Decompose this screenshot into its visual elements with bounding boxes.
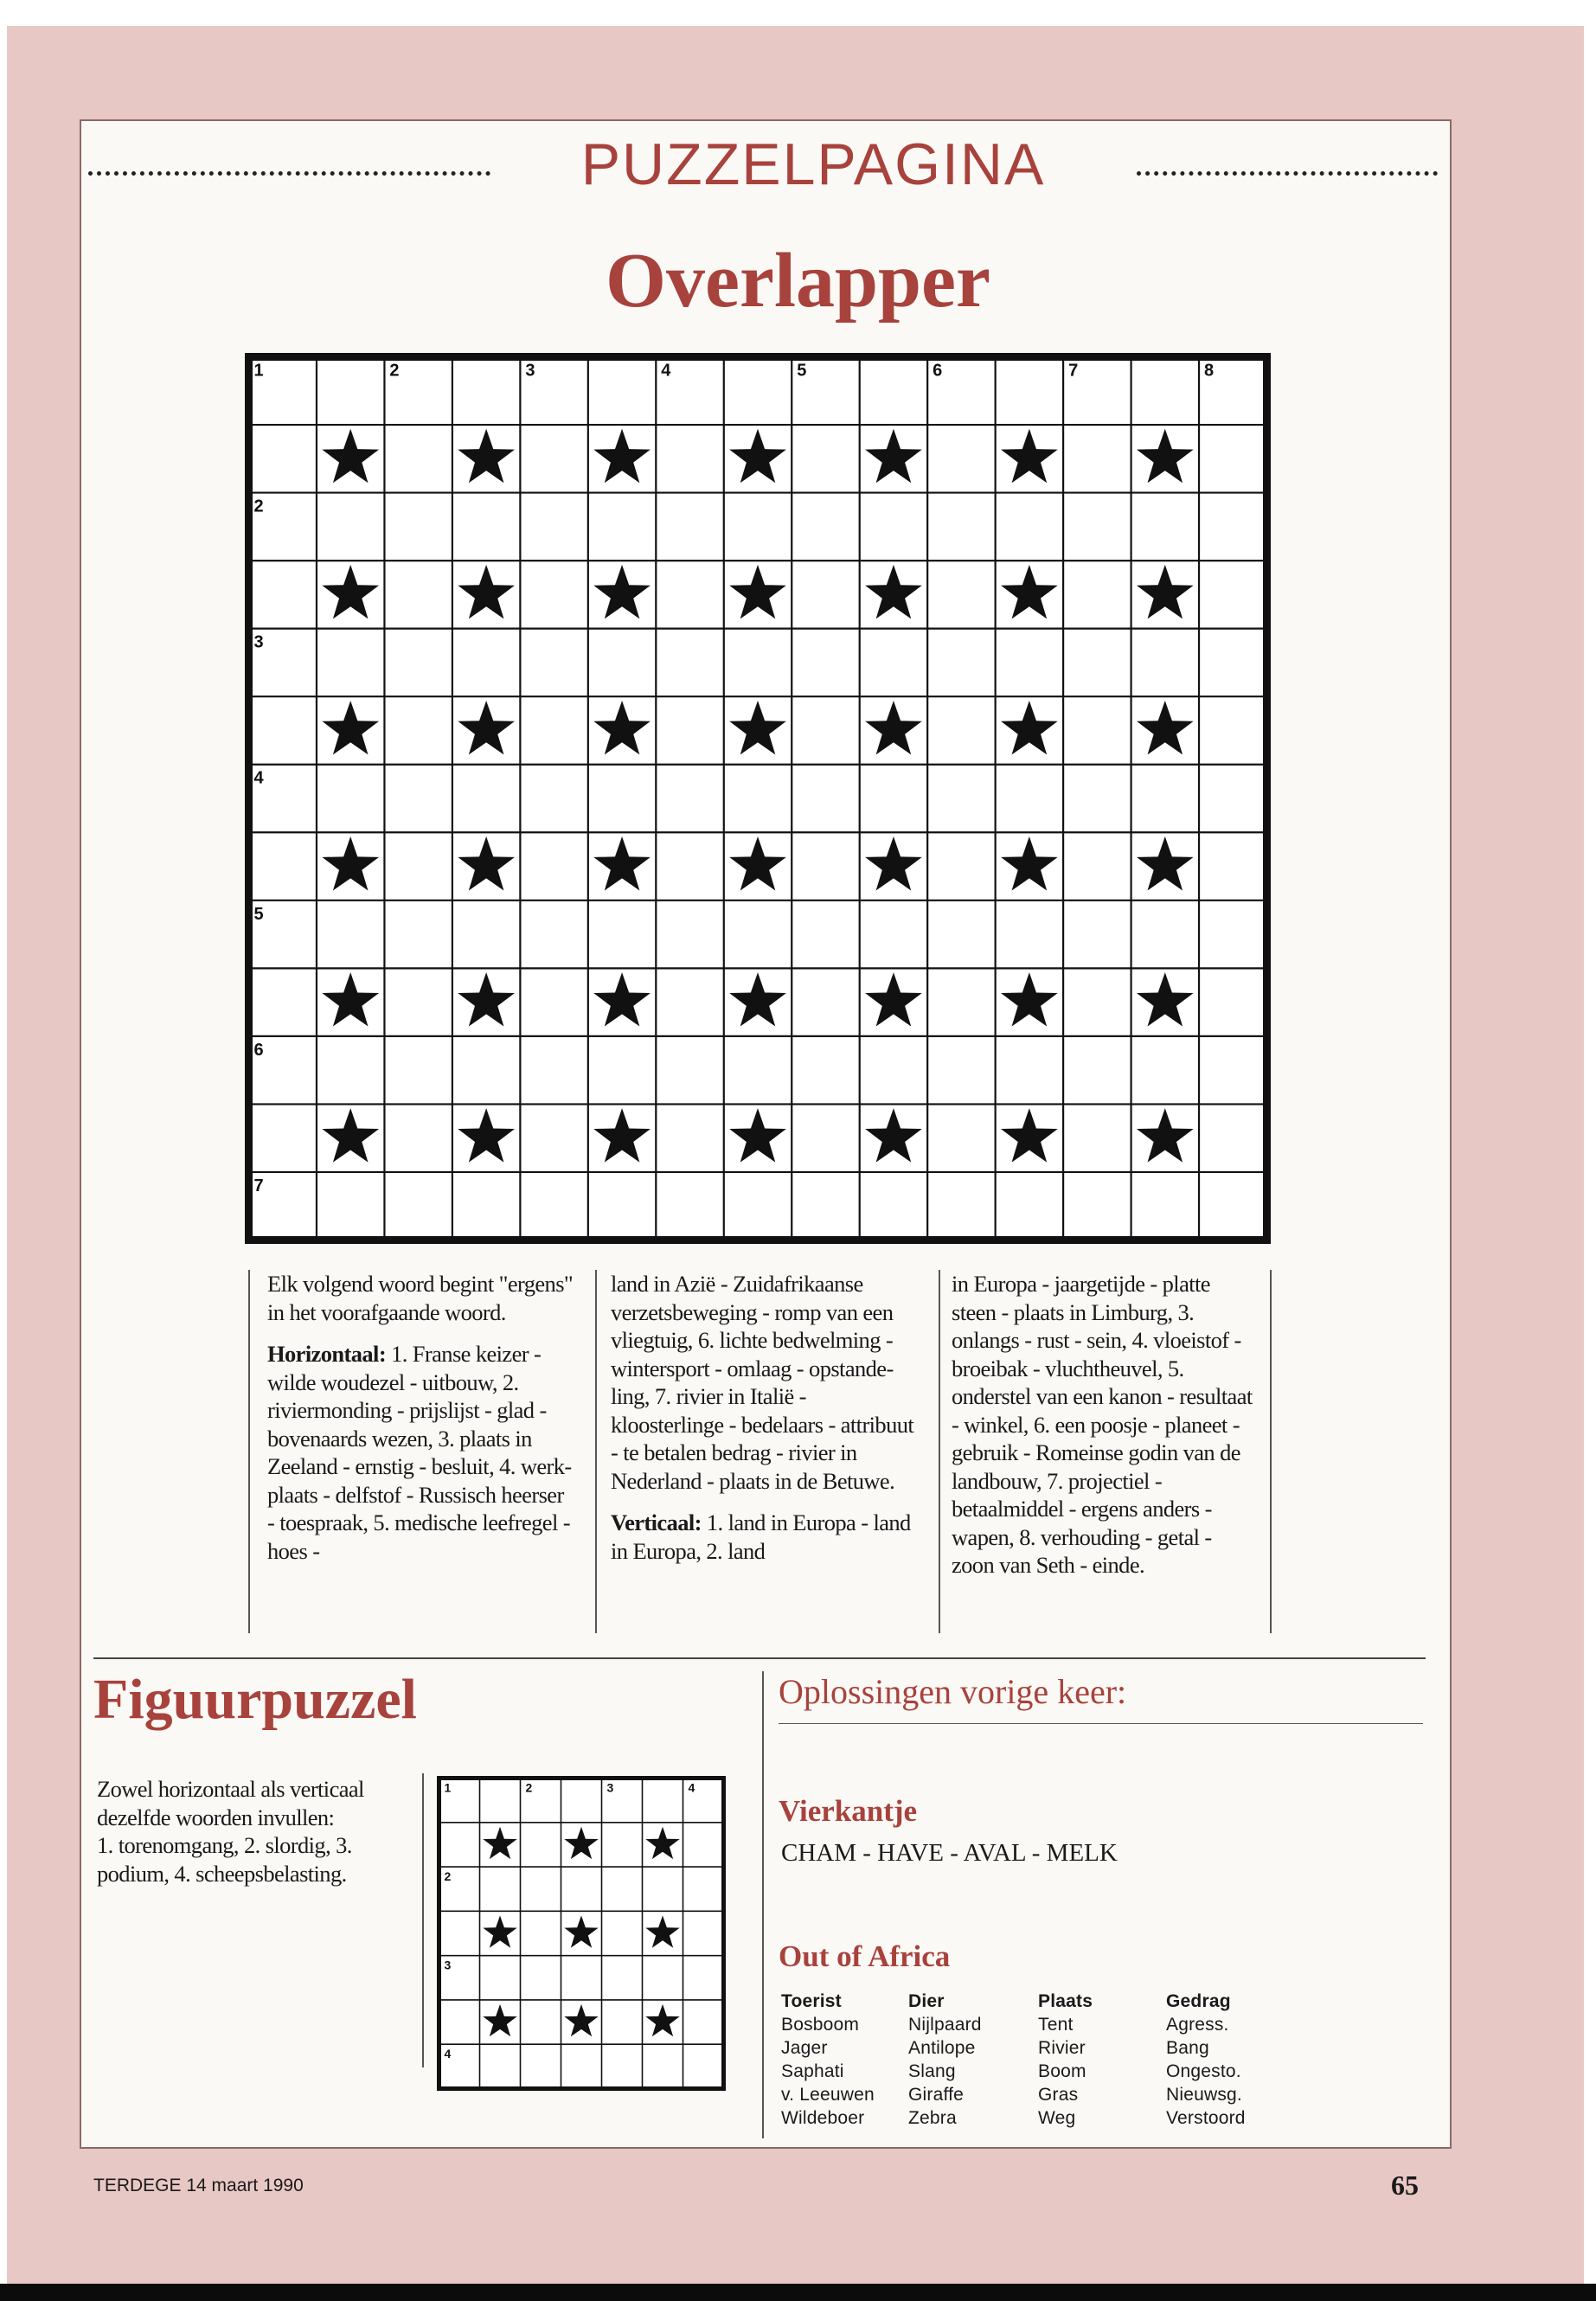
list-item: Gras (1038, 2085, 1079, 2105)
column-number: 4 (688, 1780, 695, 1795)
horizontaal-label: Horizontaal: (267, 1341, 387, 1367)
column-number: 3 (606, 1780, 614, 1795)
solutions-divider (762, 1671, 764, 2138)
column-number: 8 (1204, 361, 1215, 381)
solution-column-dier (908, 1990, 982, 2130)
clue-divider (1270, 1270, 1272, 1633)
row-number: 3 (444, 1958, 452, 1972)
list-item: Saphati (781, 2061, 844, 2081)
column-number: 3 (525, 361, 535, 381)
dotted-rule-left (88, 171, 490, 176)
row-number: 2 (253, 497, 264, 516)
column-number: 6 (933, 361, 943, 381)
column-number: 1 (253, 361, 264, 381)
column-number: 7 (1068, 361, 1079, 381)
figuurpuzzel-intro: Zowel horizontaal als verticaal dezelfde woorden invullen: (97, 1776, 364, 1830)
list-item: Nieuwsg. (1166, 2085, 1242, 2105)
section-title: PUZZELPAGINA (580, 131, 1046, 197)
column-number: 5 (797, 361, 807, 381)
figuurpuzzel-title: Figuurpuzzel (93, 1668, 417, 1731)
list-item: Jager (781, 2038, 828, 2058)
overlapper-title: Overlapper (606, 238, 990, 324)
list-item: Tent (1038, 2015, 1074, 2035)
solution-column-toerist (781, 1990, 875, 2130)
clue-divider (595, 1270, 597, 1633)
list-item: Boom (1038, 2061, 1086, 2081)
solution-column-gedrag (1166, 1990, 1246, 2130)
vierkantje-title: Vierkantje (779, 1794, 918, 1828)
list-item: Antilope (908, 2038, 976, 2058)
row-number: 7 (253, 1176, 264, 1195)
column-number: 2 (525, 1780, 533, 1795)
figuurpuzzel-clues: 1. torenomgang, 2. slordig, 3. podium, 4. scheepsbelasting. (97, 1832, 352, 1887)
row-number: 4 (253, 768, 264, 788)
overlapper-intro: Elk volgend woord begint "ergens" in het voorafgaande woord. (267, 1271, 574, 1325)
list-item: Rivier (1038, 2038, 1086, 2058)
solutions-heading: Oplossingen vorige keer: (779, 1672, 1127, 1711)
horizontaal-clues-part-2: land in Azië - Zuidafrikaanse verzetsbeweging - romp van een vliegtuig, 6. lichte bedwelming - wintersport - omlaag - opstandeling, 7. rivier in Italië - kloosterlinge - bedelaars - attribuut - te betalen bedrag - rivier in Nederland - plaats in de Betuwe. (611, 1271, 914, 1494)
column-header: Toerist (781, 1991, 842, 2011)
verticaal-clues-part-2: in Europa - jaargetijde - platte steen - plaats in Limburg, 3. onlangs - rust - sein, 4. vloeistof - broeibak - vluchtheuvel, 5. onderstel van een kanon - resultaat - winkel, 6. een poosje - planeet - gebruik - Romeinse godin van de landbouw, 7. projectiel - betaalmiddel - ergens anders - wapen, 8. verhouding - getal - zoon van Seth - einde. (952, 1271, 1253, 1578)
solutions-rule (779, 1723, 1423, 1724)
list-item: Zebra (908, 2108, 957, 2128)
column-number: 2 (389, 361, 400, 381)
column-header: Plaats (1038, 1991, 1093, 2011)
row-number: 6 (253, 1040, 264, 1060)
list-item: Bang (1166, 2038, 1209, 2058)
list-item: Agress. (1166, 2015, 1229, 2035)
solution-column-plaats (1038, 1990, 1093, 2130)
clue-divider (939, 1270, 940, 1633)
list-item: Ongesto. (1166, 2061, 1241, 2081)
figuurpuzzel-grid[interactable] (437, 1776, 726, 2091)
row-number: 4 (444, 2047, 452, 2061)
scan-edge (0, 2284, 1596, 2301)
section-header (88, 130, 1438, 199)
horizontaal-clues-part-1: Horizontaal: 1. Franse keizer - wilde woudezel - uitbouw, 2. riviermonding - prijslijst - glad - bovenaards wezen, 3. plaats in Zeeland - ernstig - besluit, 4. werkplaats - delfstof - Russisch heerser - toespraak, 5. medische leefregel - hoes - (267, 1341, 573, 1564)
column-number: 1 (444, 1780, 452, 1795)
clue-column-2 (611, 1270, 918, 1579)
clue-column-3 (952, 1270, 1259, 1593)
figuurpuzzel-instructions (97, 1775, 417, 1888)
vierkantje-answer: CHAM - HAVE - AVAL - MELK (781, 1839, 1118, 1867)
clue-divider (248, 1270, 250, 1633)
list-item: Nijlpaard (908, 2015, 982, 2035)
figuur-divider (422, 1773, 424, 2067)
verticaal-clues-part-1: Verticaal: 1. land in Europa - land in Europa, 2. land (611, 1509, 911, 1564)
row-number: 2 (444, 1869, 452, 1884)
list-item: v. Leeuwen (781, 2085, 875, 2105)
list-item: Verstoord (1166, 2108, 1246, 2128)
list-item: Bosboom (781, 2015, 860, 2035)
publication-footer: TERDEGE 14 maart 1990 (93, 2176, 304, 2195)
list-item: Slang (908, 2061, 956, 2081)
section-rule (93, 1657, 1426, 1659)
list-item: Giraffe (908, 2085, 965, 2105)
list-item: Weg (1038, 2108, 1076, 2128)
clue-column-1 (267, 1270, 574, 1579)
column-header: Gedrag (1166, 1991, 1231, 2011)
out-of-africa-title: Out of Africa (779, 1939, 951, 1973)
column-number: 4 (661, 361, 671, 381)
row-number: 5 (253, 904, 264, 924)
list-item: Wildeboer (781, 2108, 865, 2128)
column-header: Dier (908, 1991, 945, 2011)
overlapper-grid[interactable] (245, 353, 1271, 1244)
row-number: 3 (253, 632, 264, 652)
dotted-rule-right (1137, 171, 1438, 176)
verticaal-label: Verticaal: (611, 1509, 702, 1535)
page-number: 65 (1391, 2170, 1419, 2201)
